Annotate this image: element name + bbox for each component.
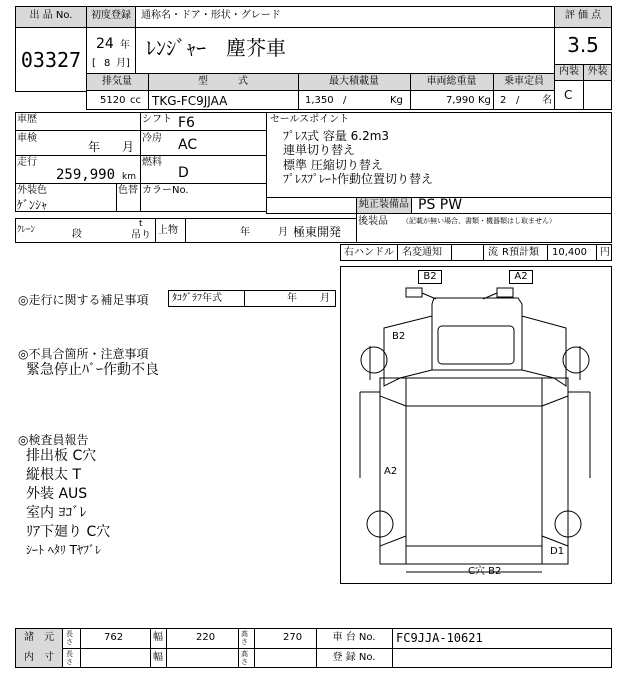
color-label: 外装色 xyxy=(17,185,47,196)
driving-notes-title: ◎走行に関する補足事項 xyxy=(18,293,149,307)
inspector-title: ◎検査員報告 xyxy=(18,433,89,447)
mileage: 259,990 xyxy=(56,167,116,183)
name-label: 通称名・ドア・形状・グレード xyxy=(141,10,281,21)
mark-top-left: B2 xyxy=(423,271,437,282)
exterior-label: 外装 xyxy=(587,66,608,77)
top-maker: 極東開発 xyxy=(293,225,342,239)
top-month: 月 xyxy=(278,227,288,238)
history-label: 車歴 xyxy=(17,114,37,125)
first-reg-label: 初度登録 xyxy=(91,10,131,21)
inspector-item: 外装 AUS xyxy=(26,486,88,502)
mark-bottom-center: C穴 B2 xyxy=(468,566,502,577)
color: ｹﾞﾝｼｬ xyxy=(17,198,48,212)
chassis-value: FC9JJA-10621 xyxy=(396,631,483,645)
name-change-box xyxy=(451,244,484,261)
chassis-label: 車 台 No. xyxy=(332,632,376,643)
defect-item: 緊急停止ﾊﾞｰ作動不良 xyxy=(26,362,159,378)
defect-title: ◎不具合箇所・注意事項 xyxy=(18,347,149,361)
width-value: 220 xyxy=(196,632,216,643)
height-label-2: 高さ xyxy=(241,650,248,666)
length-value: 762 xyxy=(104,632,124,643)
sales-title: セールスポイント xyxy=(270,114,350,125)
gross-weight-unit: Kg xyxy=(478,95,491,106)
inspector-item: ｼｰﾄ ﾍﾀﾘ Tﾔﾌﾞﾚ xyxy=(26,543,101,557)
inspector-item: 排出板 C穴 xyxy=(26,448,97,464)
capacity-unit: 名 xyxy=(542,95,552,106)
reg-month: 8 xyxy=(104,58,111,69)
capacity-label: 乗車定員 xyxy=(504,76,544,87)
interior-label: 内装 xyxy=(559,66,579,77)
inspection-month: 月 xyxy=(122,140,135,154)
color-code-label: カラーNo. xyxy=(142,185,189,196)
displacement-label: 排気量 xyxy=(102,76,132,87)
reg-year: 24 xyxy=(96,36,114,52)
right-hand-label: 右ハンドル xyxy=(344,247,394,258)
gross-weight-label: 車両総重量 xyxy=(426,76,477,87)
mark-rear-right: D1 xyxy=(550,546,565,557)
r-odometer-label: R預計類 xyxy=(502,247,539,258)
inspector-item: 縦根太 T xyxy=(26,467,82,483)
sales-point: ﾌﾟﾚｽ式 容量 6.2m3 xyxy=(283,129,390,143)
reg-month-unit: 月] xyxy=(116,58,130,69)
spec-label: 諸 元 xyxy=(24,632,54,643)
truck-diagram xyxy=(340,266,612,584)
reg-month-open: [ xyxy=(92,58,96,69)
r-value: 10,400 xyxy=(552,247,587,258)
inspection-label: 車検 xyxy=(17,133,37,144)
fuel-label: 燃料 xyxy=(142,157,162,168)
details-block xyxy=(15,112,267,212)
model: TKG-FC9JJAA xyxy=(152,94,228,108)
crane-label: ｸﾚｰﾝ xyxy=(17,225,36,235)
color-change-label: 色替 xyxy=(118,185,138,196)
height-label: 高さ xyxy=(241,630,248,646)
model-label: 型 式 xyxy=(198,76,248,87)
mark-cab-left: B2 xyxy=(392,331,406,342)
sales-point: 標準 圧縮切り替え xyxy=(283,158,383,172)
retrofit-note: （記載が無い場合、書類・機器類はし取ません） xyxy=(402,217,556,225)
shift-label: シフト xyxy=(142,114,172,125)
max-load-slash: / xyxy=(343,95,347,106)
max-load: 1,350 xyxy=(305,95,334,106)
crane-hang: 吊り xyxy=(131,230,151,241)
reg-label: 登 録 No. xyxy=(332,652,376,663)
score-value: 3.5 xyxy=(567,33,599,57)
max-load-unit: Kg xyxy=(390,95,403,106)
displacement: 5120 xyxy=(100,95,126,106)
r-unit: 円 xyxy=(600,247,610,258)
lot-label: 出 品 No. xyxy=(29,10,73,21)
retrofit-label: 後装品 xyxy=(358,216,388,227)
tacho-month: 月 xyxy=(320,293,330,304)
crane-steps: 段 xyxy=(72,229,82,240)
tacho-label: ﾀｺｸﾞﾗﾌ年式 xyxy=(172,293,222,304)
equipment: PS PW xyxy=(418,197,463,213)
ac-label: 冷房 xyxy=(142,133,162,144)
inspector-item: 室内 ﾖｺﾞﾚ xyxy=(26,505,87,521)
tacho-year: 年 xyxy=(287,293,297,304)
name-change-label: 名変通知 xyxy=(402,247,442,258)
capacity-slash: / xyxy=(516,95,520,106)
width-label: 幅 xyxy=(153,632,163,643)
interior-score: C xyxy=(564,88,573,102)
mileage-label: 走行 xyxy=(17,157,37,168)
fuel: D xyxy=(178,165,189,181)
top-year: 年 xyxy=(240,227,250,238)
ac: AC xyxy=(178,137,198,153)
crane-t: t xyxy=(139,219,143,229)
capacity: 2 xyxy=(500,95,507,106)
mark-top-right: A2 xyxy=(514,271,528,282)
sales-point: ﾌﾟﾚｽﾌﾟﾚｰﾄ作動位置切り替え xyxy=(283,172,434,186)
length-label: 長さ xyxy=(66,630,73,646)
mark-body-left: A2 xyxy=(384,466,398,477)
displacement-unit: cc xyxy=(130,95,141,106)
score-label: 評 価 点 xyxy=(564,10,602,21)
inspector-item: ﾘｱ下廻り C穴 xyxy=(26,524,111,540)
height-value: 270 xyxy=(283,632,303,643)
equipment-label: 純正装備品 xyxy=(359,199,409,210)
exterior-score-cell xyxy=(583,80,612,110)
interior-dims-label: 内 寸 xyxy=(24,652,54,663)
mileage-unit: km xyxy=(122,172,136,182)
length-label-2: 長さ xyxy=(66,650,73,666)
car-name: ﾚﾝｼﾞｬｰ 塵芥車 xyxy=(146,36,286,60)
ryu-label: 流 xyxy=(488,247,498,258)
reg-year-unit: 年 xyxy=(120,40,130,51)
gross-weight: 7,990 xyxy=(446,95,475,106)
max-load-label: 最大積載量 xyxy=(329,76,379,87)
top-label: 上物 xyxy=(158,225,178,236)
sales-point: 連単切り替え xyxy=(283,143,356,157)
width-label-2: 幅 xyxy=(153,652,163,663)
inspection-year: 年 xyxy=(88,140,101,154)
shift: F6 xyxy=(178,115,195,131)
lot-number: 03327 xyxy=(20,48,82,72)
